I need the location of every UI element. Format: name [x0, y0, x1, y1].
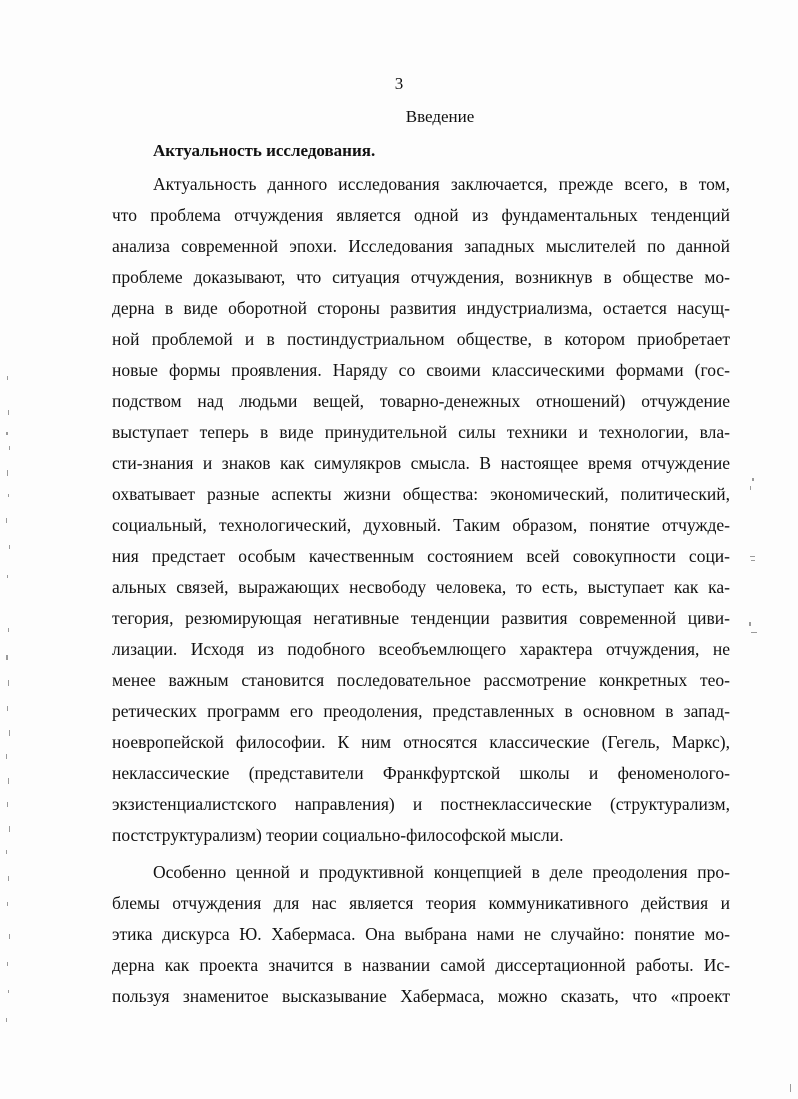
text-line: менее важным становится последовательное рассмотрение конкретных тео- — [112, 670, 730, 690]
page-number: 3 — [394, 74, 404, 93]
section-title: Актуальность исследования. — [153, 141, 376, 160]
text-line: постструктурализм) теории социально-философской мысли. — [112, 825, 564, 845]
text-line: новые формы проявления. Наряду со своими классическими формами (гос- — [112, 360, 730, 380]
text-line: анализа современной эпохи. Исследования западных мыслителей по данной — [112, 236, 730, 256]
chapter-heading: Введение — [405, 107, 475, 126]
text-line: сти-знания и знаков как симулякров смысла. В настоящее время отчуждение — [112, 453, 730, 473]
text-line: подством над людьми вещей, товарно-денежных отношений) отчуждение — [112, 391, 730, 411]
text-line: ной проблемой и в постиндустриальном обществе, в котором приобретает — [112, 329, 730, 349]
text-line: дерна как проекта значится в названии самой диссертационной работы. Ис- — [112, 955, 730, 975]
text-line: блемы отчуждения для нас является теория коммуникативного действия и — [112, 893, 730, 913]
text-line: Особенно ценной и продуктивной концепцией в деле преодоления про- — [153, 862, 730, 882]
text-line: охватывает разные аспекты жизни общества: экономический, политический, — [112, 484, 730, 504]
text-line: ния предстает особым качественным состоянием всей совокупности соци- — [112, 546, 730, 566]
text-line: Актуальность данного исследования заключается, прежде всего, в том, — [153, 174, 730, 194]
text-line: лизации. Исходя из подобного всеобъемлющего характера отчуждения, не — [112, 639, 730, 659]
text-line: проблеме доказывают, что ситуация отчуждения, возникнув в обществе мо- — [112, 267, 730, 287]
text-line: экзистенциалистского направления) и постнеклассические (структурализм, — [112, 794, 730, 814]
text-line: неклассические (представители Франкфуртской школы и феноменолого- — [112, 763, 730, 783]
text-line: тегория, резюмирующая негативные тенденции развития современной циви- — [112, 608, 730, 628]
text-line: выступает теперь в виде принудительной силы техники и технологии, вла- — [112, 422, 730, 442]
text-line: социальный, технологический, духовный. Таким образом, понятие отчужде- — [112, 515, 730, 535]
paragraph-1 — [112, 169, 730, 851]
paragraph-2 — [112, 857, 730, 1012]
text-line: этика дискурса Ю. Хабермаса. Она выбрана нами не случайно: понятие мо- — [112, 924, 730, 944]
text-line: альных связей, выражающих несвободу человека, то есть, выступает как ка- — [112, 577, 730, 597]
text-line: ретических программ его преодоления, представленных в основном в запад- — [112, 701, 730, 721]
text-line: дерна в виде оборотной стороны развития индустриализма, остается насущ- — [112, 298, 730, 318]
text-line: ноевропейской философии. К ним относятся классические (Гегель, Маркс), — [112, 732, 730, 752]
text-line: что проблема отчуждения является одной из фундаментальных тенденций — [112, 205, 730, 225]
text-line: пользуя знаменитое высказывание Хабермаса, можно сказать, что «проект — [112, 986, 730, 1006]
